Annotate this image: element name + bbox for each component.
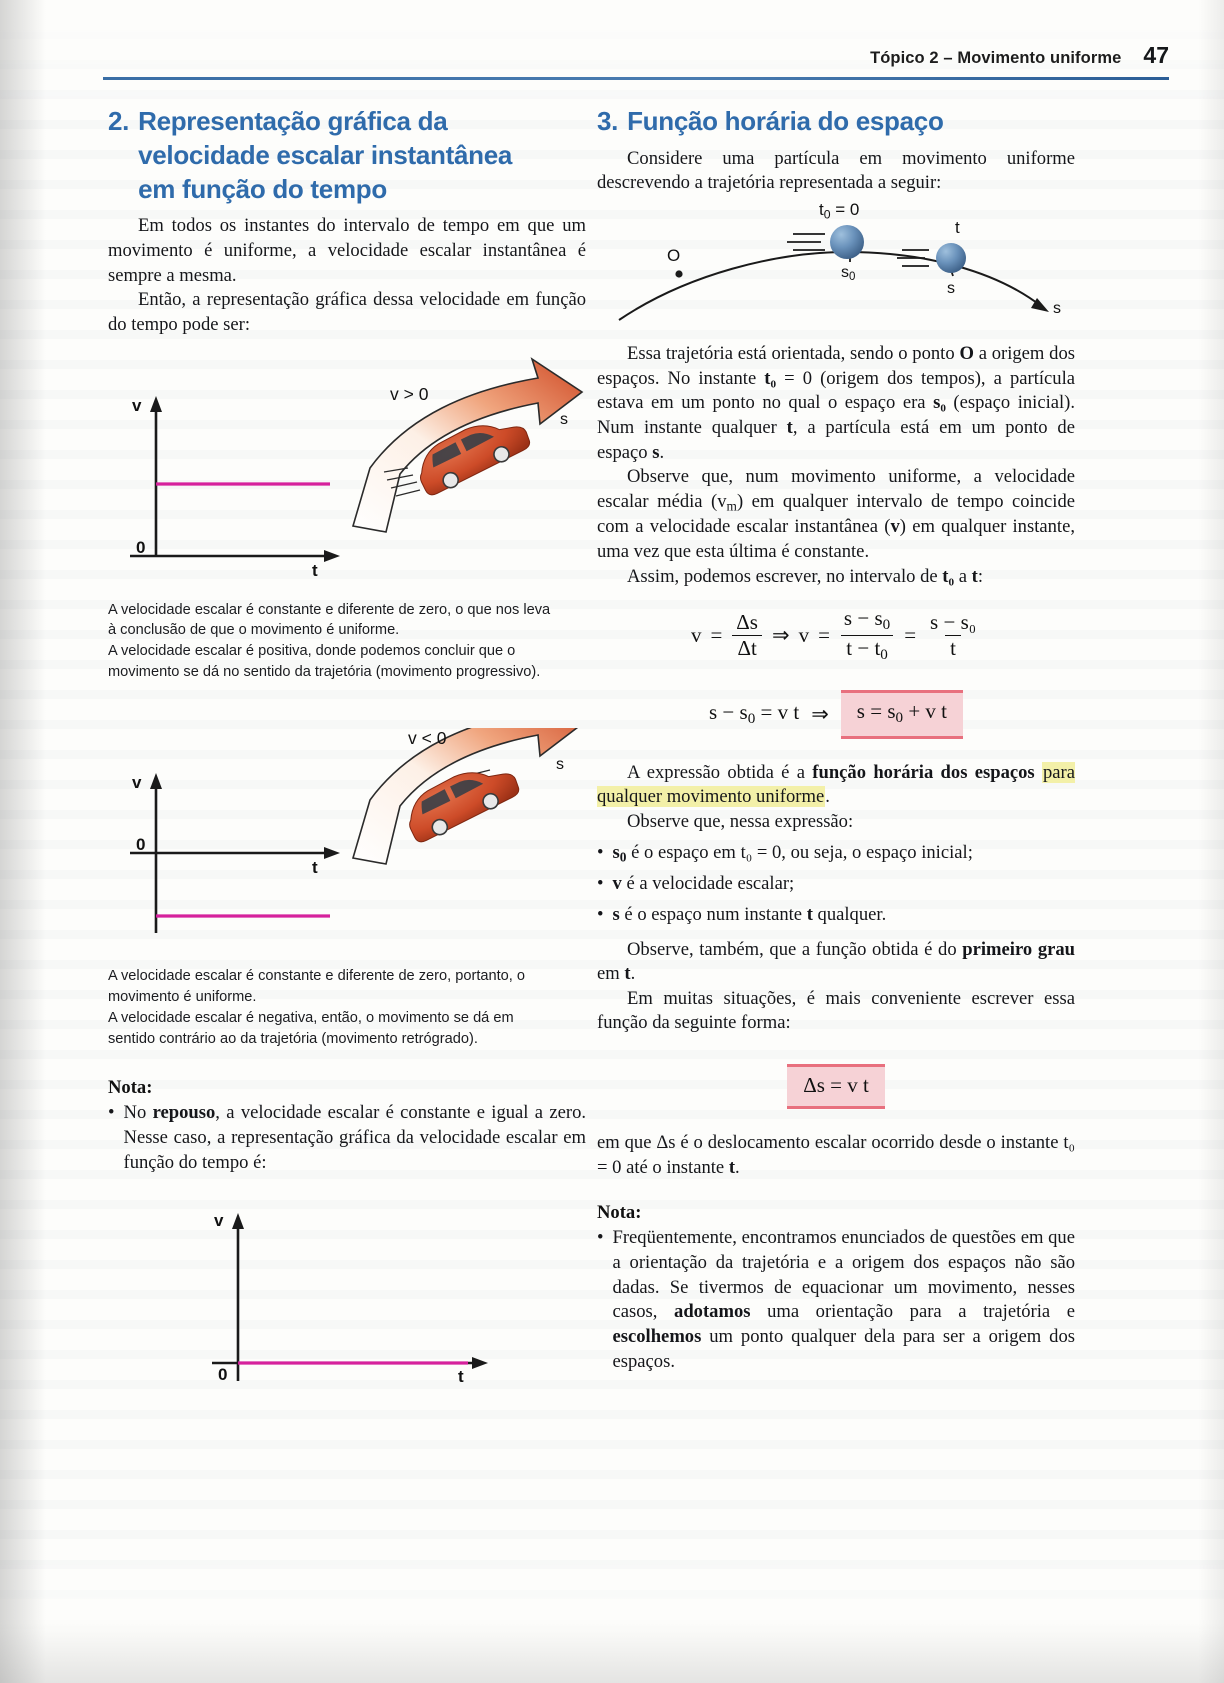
figure-3-svg: [108, 1201, 586, 1401]
header-rule: [103, 77, 1169, 80]
formula-delta-s: [597, 1064, 1075, 1109]
f1-n-s0: s: [874, 606, 883, 631]
section-3-heading: [597, 105, 1075, 139]
s0-base: s: [841, 264, 849, 282]
section-3-number: 3.: [597, 106, 619, 136]
y-axis-arrowhead-2: [150, 773, 162, 789]
rp2-s: s: [652, 441, 660, 463]
trajectory-s-label: s: [947, 280, 955, 298]
f2-eq: = v t: [760, 700, 800, 725]
list-item: [597, 903, 1075, 928]
rp7-t: t: [624, 963, 631, 985]
left-column: [108, 105, 586, 1401]
rp3-v: v: [890, 516, 900, 538]
figure-velocity-positive: [108, 356, 586, 584]
right-paragraph-6: Observe que, nessa expressão:: [627, 810, 854, 832]
f1-n-s0-sub: 0: [882, 617, 891, 634]
rp5-c: .: [825, 786, 830, 808]
rp2-O: O: [959, 343, 974, 365]
f1-frac1-num: Δs: [736, 609, 758, 634]
rn-bold1: adotamos: [674, 1301, 751, 1323]
rp3-vm-sub: m: [726, 498, 737, 514]
figure-2-x-label: t: [312, 858, 318, 878]
f1-eq3: =: [904, 623, 917, 648]
f1-frac-2: [839, 607, 895, 664]
b2-base: s: [612, 903, 620, 925]
f2-box-rest: + v t: [908, 699, 948, 724]
rp2-c: = 0 (origem dos tempos), a partícula estava em um ponto no qual o espaço era: [597, 367, 1075, 414]
figure-1-condition-label: v > 0: [390, 383, 429, 404]
rp2-a: Essa trajetória está orientada, sendo o ponto: [627, 343, 960, 365]
f2-minus: −: [722, 700, 735, 725]
s0-sub: 0: [849, 271, 856, 284]
rn-bold2: escolhemos: [612, 1326, 702, 1348]
bullet-marker-icon: •: [597, 1227, 604, 1249]
bullet-1-symbol: [613, 873, 622, 894]
right-paragraph-9: [597, 1131, 1075, 1180]
f2-box-s0-sub: 0: [895, 710, 904, 727]
y-axis-arrowhead-3: [232, 1213, 244, 1229]
bullet-2-text: [613, 903, 1075, 928]
x-axis-arrowhead-1: [324, 550, 340, 562]
caption-1-line3: A velocidade escalar é positiva, donde podemos concluir que o: [108, 642, 516, 659]
right-paragraph-5: [597, 761, 1075, 810]
rp3-c: ) em qualquer instante, uma vez que esta última é constante.: [597, 516, 1075, 562]
header-title: Tópico 2 – Movimento uniforme: [870, 49, 1122, 67]
f1-frac1-den: Δt: [732, 635, 761, 661]
b0-base: s: [612, 841, 620, 863]
rp3-vm-base: v: [717, 490, 727, 512]
list-item: [597, 841, 1075, 867]
left-nota-bold-repouso: repouso: [152, 1102, 216, 1124]
f1-n-minus: −: [857, 606, 870, 631]
bottom-edge-shadow: [0, 1623, 1224, 1683]
formula-horary-function: [597, 690, 1075, 738]
f2-box-eq: =: [870, 699, 883, 724]
rp3-vm: [717, 491, 737, 512]
rp5-a: A expressão obtida é a: [627, 761, 813, 783]
figure-3-y-label: v: [214, 1211, 224, 1231]
t0-sub: 0: [823, 207, 831, 222]
b1-base: v: [612, 873, 622, 895]
right-edge-shadow: [1198, 0, 1224, 1683]
t0-eq: = 0: [835, 200, 860, 220]
caption-1-line1: A velocidade escalar é constante e diferente de zero, o que nos leva: [108, 601, 551, 618]
section-2-title-line2: velocidade escalar instantânea: [138, 139, 513, 170]
figure-3-x-label: t: [458, 1367, 464, 1387]
bullet-marker-icon: •: [597, 841, 604, 863]
caption-2-line4: sentido contrário ao da trajetória (movimento retrógrado).: [108, 1030, 478, 1047]
f1-frac2-den: [841, 635, 893, 664]
f1-frac3-den: t: [945, 635, 961, 661]
bullet-2-symbol: [613, 904, 620, 925]
right-paragraph-2: [597, 342, 1075, 465]
rp2-s0: s₀: [933, 392, 946, 414]
trajectory-t0-label: [819, 200, 859, 221]
rp3-b: ) em qualquer intervalo de tempo coincide com a velocidade escalar instantânea (: [597, 490, 1075, 538]
section-2-title: [138, 105, 586, 206]
figure-1-origin-label: 0: [136, 537, 146, 557]
figure-3-axes: [212, 1223, 478, 1381]
figure-1-axes: [130, 406, 330, 556]
f2-left: [709, 700, 799, 728]
trajectory-curve: [619, 252, 1041, 320]
b0-tb: = 0, ou seja, o espaço inicial;: [752, 841, 973, 863]
left-nota-bullet-text: [124, 1101, 586, 1175]
trajectory-svg: [597, 202, 1075, 332]
rp4-t: t: [971, 565, 978, 587]
rp7-a: Observe, também, que a função obtida é do: [627, 938, 963, 960]
left-paragraph-2: Então, a representação gráfica dessa velocidade em função do tempo pode ser:: [108, 289, 586, 335]
b0-t0: t₀: [740, 841, 753, 863]
trajectory-s0-label: [841, 264, 855, 283]
f2-box-s0: s: [887, 699, 896, 724]
page-number: 47: [1143, 42, 1169, 68]
figure-2-caption: [108, 966, 586, 1049]
rp5-b: [1035, 762, 1042, 783]
rp5-highlight: para qualquer movimento uniforme: [597, 761, 1075, 808]
y-axis-arrowhead-1: [150, 396, 162, 412]
section-2-title-line1: Representação gráfica da: [138, 106, 448, 136]
section-2-title-line3: em função do tempo: [138, 173, 387, 204]
bullet-marker-icon: •: [108, 1102, 115, 1124]
rp7-b: em: [597, 963, 625, 985]
figure-velocity-negative: [108, 728, 586, 956]
caption-2-line2: movimento é uniforme.: [108, 989, 257, 1006]
rp9-c: .: [735, 1156, 740, 1178]
rp9-b: = 0 até o instante: [597, 1156, 729, 1178]
figure-2-y-label: v: [132, 773, 142, 793]
left-nota-title: Nota:: [108, 1077, 153, 1099]
right-paragraph-1: Considere uma partícula em movimento uniforme descrevendo a trajetória representada a seguir:: [597, 147, 1075, 194]
figure-2-condition-label: v < 0: [408, 728, 447, 749]
figure-2-svg: [108, 728, 586, 956]
f1-frac2-num: [839, 607, 895, 635]
f1-d-t0: t: [874, 636, 881, 661]
bullet-1-text: [613, 872, 1075, 897]
trajectory-origin-label: O: [667, 246, 681, 266]
b1-ta: é a velocidade escalar;: [621, 873, 795, 895]
rp2-e: , a partícula está em um ponto de espaço: [597, 416, 1075, 463]
rp2-d: (espaço inicial). Num instante qualquer: [597, 392, 1075, 438]
page-header: [103, 42, 1169, 78]
figure-2-road-label: s: [556, 756, 564, 774]
caption-2-line1: A velocidade escalar é constante e diferente de zero, portanto, o: [108, 968, 526, 985]
caption-1-line4: movimento se dá no sentido da trajetória (movimento progressivo).: [108, 663, 541, 680]
boxed-formula-s: [841, 690, 963, 738]
motion-lines-t0: [787, 234, 825, 250]
x-axis-arrowhead-3: [472, 1357, 488, 1369]
figure-1-x-label: t: [312, 560, 318, 580]
rn-a: Freqüentemente, encontramos enunciados de questões em que a orientação da trajetória e a origem dos espaços não são dadas. Se tivermos de equacionar um movimento, nesses casos,: [612, 1227, 1075, 1323]
caption-2-line3: A velocidade escalar é negativa, então, o movimento se dá em: [108, 1009, 514, 1026]
bullet-marker-icon: •: [597, 873, 604, 895]
figure-velocity-rest: [108, 1201, 586, 1401]
figure-1-y-label: v: [132, 395, 142, 415]
rp2-t: t: [786, 416, 793, 438]
f1-v: v: [690, 623, 702, 648]
right-nota-bullet: [597, 1226, 1075, 1374]
bullet-0-text: [613, 841, 1075, 867]
figure-1-road-label: s: [560, 410, 568, 428]
f2-s0-sub: 0: [747, 711, 756, 728]
f1-frac-3: [925, 611, 981, 661]
b2-tb: qualquer.: [812, 903, 887, 925]
rp9-t: t: [728, 1156, 736, 1178]
caption-1-line2: à conclusão de que o movimento é uniforme.: [108, 622, 400, 639]
x-axis-arrowhead-2: [324, 847, 340, 859]
sphere-at-t0: [830, 225, 864, 259]
f1-implies: ⇒: [771, 623, 790, 648]
right-nota-title: Nota:: [597, 1202, 642, 1224]
f1-d-minus: −: [857, 636, 870, 661]
left-nota-text-part1: No: [123, 1102, 153, 1124]
bullet-marker-icon: •: [597, 903, 604, 925]
origin-point: [675, 270, 682, 277]
b2-t0: t: [806, 903, 813, 925]
motion-lines-t: [897, 250, 929, 266]
f1-eq2: =: [818, 623, 830, 648]
boxed-formula-delta-s: Δs = v t: [787, 1064, 885, 1109]
figure-2-origin-label: 0: [136, 835, 146, 855]
left-paragraph-1: Em todos os instantes do intervalo de tempo em que um movimento é uniforme, a velocidade escalar instantânea é sempre a mesma.: [108, 215, 586, 286]
formula-velocity-derivation: [597, 607, 1075, 664]
figure-1-caption: [108, 600, 586, 683]
f1-eq1: =: [710, 623, 723, 648]
trajectory-t-label: t: [955, 218, 960, 238]
section-3-title: Função horária do espaço: [627, 106, 944, 136]
f2-s0: s: [739, 700, 748, 725]
rp4-t0: t₀: [942, 565, 955, 587]
figure-2-axes: [130, 783, 330, 933]
rp4-c: :: [977, 565, 983, 587]
rp5-bold: função horária dos espaços: [812, 761, 1035, 783]
rp3-a: Observe que, num movimento uniforme, a velocidade escalar média (: [597, 466, 1075, 512]
right-nota-bullet-text: [613, 1226, 1075, 1374]
f1-frac3-num: s − s₀: [930, 609, 977, 634]
f1-n-s: s: [843, 606, 853, 631]
rp9-a: em que Δs é o deslocamento escalar ocorrido desde o instante: [597, 1132, 1064, 1154]
f2-box-s: s: [856, 699, 865, 724]
rp7-bold: primeiro grau: [962, 938, 1076, 960]
rp4-b: a: [954, 565, 972, 587]
right-paragraph-7: [597, 938, 1075, 987]
right-paragraph-4: [597, 565, 1075, 590]
left-edge-shadow: [0, 0, 46, 1683]
rp7-c: .: [630, 963, 636, 985]
sphere-at-t: [936, 243, 966, 273]
figure-trajectory: [597, 202, 1075, 332]
rp9-t0: t₀: [1063, 1132, 1075, 1154]
rn-b: uma orientação para a trajetória e: [750, 1301, 1076, 1323]
list-item: [597, 872, 1075, 897]
f1-d-t: t: [846, 636, 853, 661]
section-2-heading: [108, 105, 586, 206]
f1-v2: v: [798, 623, 810, 648]
b0-ta: é o espaço em: [626, 841, 741, 863]
rp2-b: a origem dos espaços. No instante: [597, 343, 1076, 389]
left-nota-text-part2: , a velocidade escalar é constante e igual a zero. Nesse caso, a representação gráfica da velocidade escalar em função do tempo é:: [123, 1102, 587, 1173]
bullet-0-symbol: [613, 842, 627, 863]
rn-c: um ponto qualquer dela para ser a origem dos espaços.: [612, 1326, 1075, 1372]
right-paragraph-3: [597, 465, 1075, 564]
f1-frac-delta: [731, 611, 763, 661]
f2-implies: ⇒: [811, 702, 829, 727]
rp4-a: Assim, podemos escrever, no intervalo de: [627, 565, 943, 587]
b0-sub: 0: [619, 849, 627, 865]
b2-ta: é o espaço num instante: [619, 903, 807, 925]
figure-1-svg: [108, 356, 586, 584]
rp2-t0: t₀: [764, 367, 777, 389]
trajectory-arrow-label: s: [1053, 300, 1061, 318]
rp2-f: .: [659, 441, 665, 463]
right-paragraph-8: Em muitas situações, é mais conveniente escrever essa função da seguinte forma:: [597, 987, 1075, 1034]
f1-d-t0-sub: 0: [880, 647, 888, 664]
right-column: [597, 105, 1075, 1375]
t0-base: t: [819, 200, 824, 220]
section-2-number: 2.: [108, 106, 130, 136]
figure-3-origin-label: 0: [218, 1365, 228, 1385]
left-nota-bullet: [108, 1101, 586, 1175]
f2-s: s: [708, 700, 718, 725]
